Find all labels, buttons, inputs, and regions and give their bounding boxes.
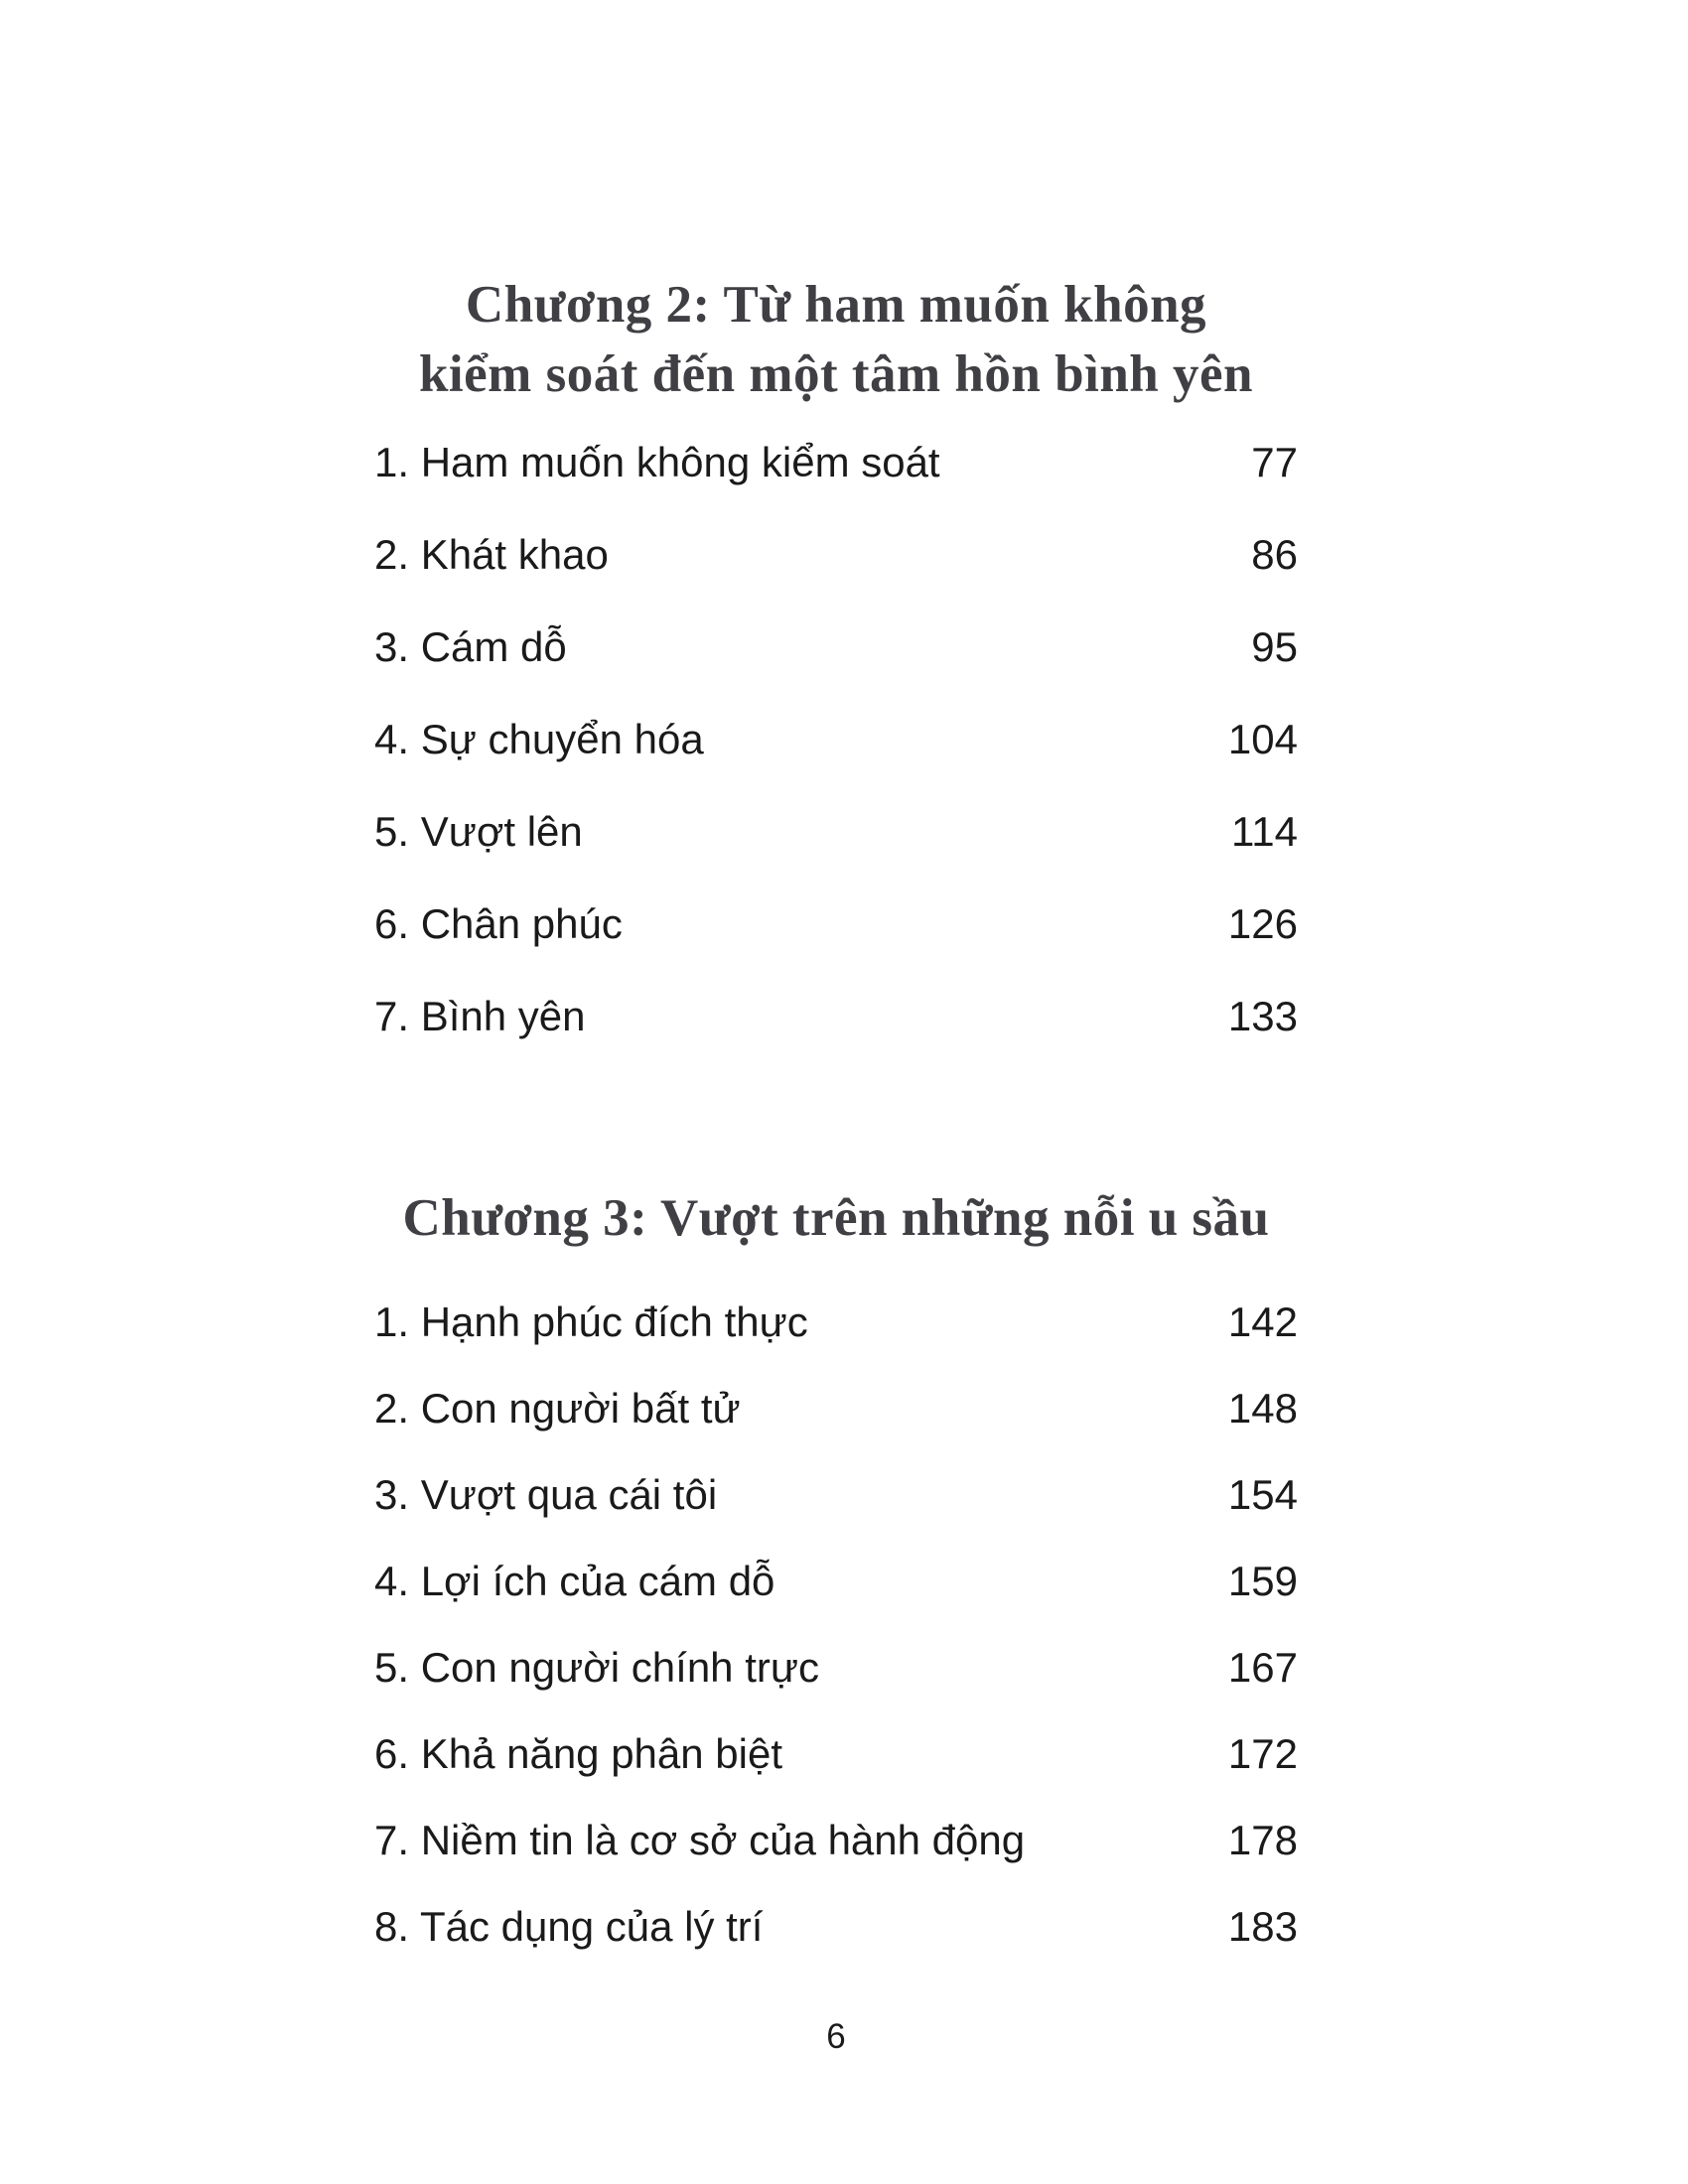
- toc-entry: [374, 1385, 1298, 1433]
- toc-entry-page: 172: [1227, 1730, 1298, 1777]
- toc-entry: [374, 808, 1298, 856]
- toc-content-column: [374, 0, 1298, 2184]
- toc-entry-title: 8. Tác dụng của lý trí: [374, 1903, 764, 1950]
- toc-entry: [374, 1558, 1298, 1605]
- toc-entry-page: 104: [1227, 716, 1298, 762]
- toc-entry-title: 2. Khát khao: [374, 531, 609, 578]
- toc-entry: [374, 1644, 1298, 1692]
- toc-entry: [374, 439, 1298, 486]
- toc-entry: [374, 1298, 1298, 1346]
- chapter-3-heading-line-1: Chương 3: Vượt trên những nỗi u sầu: [402, 1189, 1270, 1247]
- toc-entry-page: 154: [1227, 1471, 1298, 1518]
- toc-entry-page: 178: [1227, 1817, 1298, 1863]
- toc-entry-title: 4. Lợi ích của cám dỗ: [374, 1558, 775, 1604]
- toc-entry: [374, 993, 1298, 1040]
- toc-entry-title: 7. Niềm tin là cơ sở của hành động: [374, 1817, 1026, 1863]
- toc-entry-page: 95: [1251, 623, 1298, 670]
- chapter-2-heading: [315, 270, 1357, 409]
- toc-entry-title: 7. Bình yên: [374, 993, 586, 1039]
- footer-page-number: 6: [826, 2017, 846, 2056]
- toc-entry: [374, 623, 1298, 671]
- toc-entry-title: 6. Khả năng phân biệt: [374, 1730, 783, 1777]
- toc-entry: [374, 1730, 1298, 1778]
- toc-entry: [374, 1471, 1298, 1519]
- toc-entry-title: 2. Con người bất tử: [374, 1385, 741, 1432]
- toc-entry: [374, 716, 1298, 763]
- toc-entry-page: 114: [1231, 808, 1298, 855]
- toc-entry-title: 3. Cám dỗ: [374, 623, 567, 670]
- chapter-2-heading-line-2: kiểm soát đến một tâm hồn bình yên: [418, 345, 1254, 403]
- toc-entry-page: 126: [1227, 900, 1298, 947]
- toc-entry-title: 5. Vượt lên: [374, 808, 583, 855]
- toc-entry-page: 86: [1251, 531, 1298, 578]
- toc-entry: [374, 531, 1298, 579]
- toc-entry-title: 5. Con người chính trực: [374, 1644, 819, 1691]
- toc-entry-page: 142: [1227, 1298, 1298, 1345]
- toc-entry-page: 77: [1251, 439, 1298, 485]
- toc-entry-page: 183: [1227, 1903, 1298, 1950]
- toc-entry-title: 4. Sự chuyển hóa: [374, 716, 704, 762]
- toc-entry-page: 148: [1227, 1385, 1298, 1432]
- chapter-2-heading-line-1: Chương 2: Từ ham muốn không: [465, 276, 1207, 334]
- toc-entry-page: 133: [1227, 993, 1298, 1039]
- toc-entry-title: 1. Ham muốn không kiểm soát: [374, 439, 940, 485]
- toc-entry-title: 1. Hạnh phúc đích thực: [374, 1298, 808, 1345]
- toc-entry: [374, 900, 1298, 948]
- toc-entry: [374, 1817, 1298, 1864]
- toc-entry: [374, 1903, 1298, 1951]
- toc-entry-page: 159: [1227, 1558, 1298, 1604]
- toc-entry-page: 167: [1227, 1644, 1298, 1691]
- toc-entry-title: 3. Vượt qua cái tôi: [374, 1471, 718, 1518]
- chapter-3-heading: [315, 1183, 1357, 1253]
- toc-entry-title: 6. Chân phúc: [374, 900, 623, 947]
